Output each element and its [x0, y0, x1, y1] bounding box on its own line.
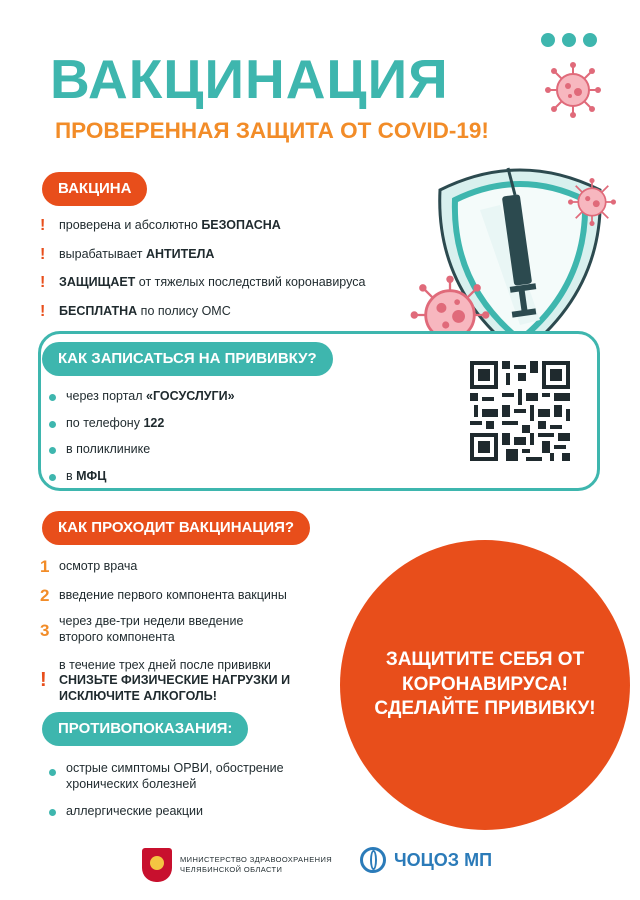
exclamation-icon: ! — [40, 668, 47, 691]
callout-circle — [340, 540, 630, 830]
dots-icon — [541, 33, 597, 47]
vaccine-list — [40, 218, 440, 320]
page-subtitle: ПРОВЕРЕННАЯ ЗАЩИТА ОТ COVID-19! — [55, 118, 489, 143]
ministry-logo: МИНИСТЕРСТВО ЗДРАВООХРАНЕНИЯ ЧЕЛЯБИНСКОЙ ОБЛАСТИ — [142, 848, 332, 882]
list-item: по телефону 122 — [47, 416, 447, 432]
list-item: 3 через две-три недели введение второго компонента — [40, 614, 244, 644]
list-item: ! проверена и абсолютно БЕЗОПАСНА — [40, 217, 281, 234]
signup-heading: КАК ЗАПИСАТЬСЯ НА ПРИВИВКУ? — [42, 342, 333, 376]
callout-text: ЗАЩИТИТЕ СЕБЯ ОТ КОРОНАВИРУСА! СДЕЛАЙТЕ ПРИВИВКУ! — [374, 648, 596, 720]
contra-heading: ПРОТИВОПОКАЗАНИЯ: — [42, 712, 248, 746]
exclamation-icon: ! — [40, 274, 46, 292]
page-title: ВАКЦИНАЦИЯ — [50, 48, 449, 110]
list-item: ! ЗАЩИЩАЕТ от тяжелых последствий коронавируса — [40, 274, 366, 292]
vaccine-heading: ВАКЦИНА — [42, 172, 147, 206]
list-item: в поликлинике — [47, 442, 447, 458]
list-item: 2 введение первого компонента вакцины — [40, 585, 287, 605]
list-item: 1 осмотр врача — [40, 557, 138, 576]
list-item: острые симптомы ОРВИ, обострение хронических болезней — [47, 761, 317, 792]
org-logo: ЧОЦОЗ МП — [360, 847, 492, 873]
list-item: ! БЕСПЛАТНА по полису ОМС — [40, 302, 231, 320]
list-item: аллергические реакции — [47, 804, 317, 820]
globe-icon — [360, 847, 386, 873]
contra-list — [47, 761, 317, 820]
virus-icon — [545, 62, 601, 118]
signup-list — [47, 389, 447, 485]
list-item: через портал «ГОСУСЛУГИ» — [47, 389, 447, 405]
list-item: в МФЦ — [47, 469, 447, 485]
exclamation-icon: ! — [40, 302, 46, 320]
process-heading: КАК ПРОХОДИТ ВАКЦИНАЦИЯ? — [42, 511, 310, 545]
list-item: ! вырабатывает АНТИТЕЛА — [40, 245, 215, 263]
exclamation-icon: ! — [40, 245, 46, 263]
process-list — [40, 559, 340, 704]
qr-code[interactable] — [470, 361, 570, 461]
list-item: ! в течение трех дней после прививки СНИЗЬТЕ ФИЗИЧЕСКИЕ НАГРУЗКИ И ИСКЛЮЧИТЕ АЛКОГОЛЬ! — [40, 657, 291, 703]
virus-icon — [568, 178, 616, 226]
emblem-icon — [142, 848, 172, 882]
exclamation-icon: ! — [40, 217, 46, 234]
